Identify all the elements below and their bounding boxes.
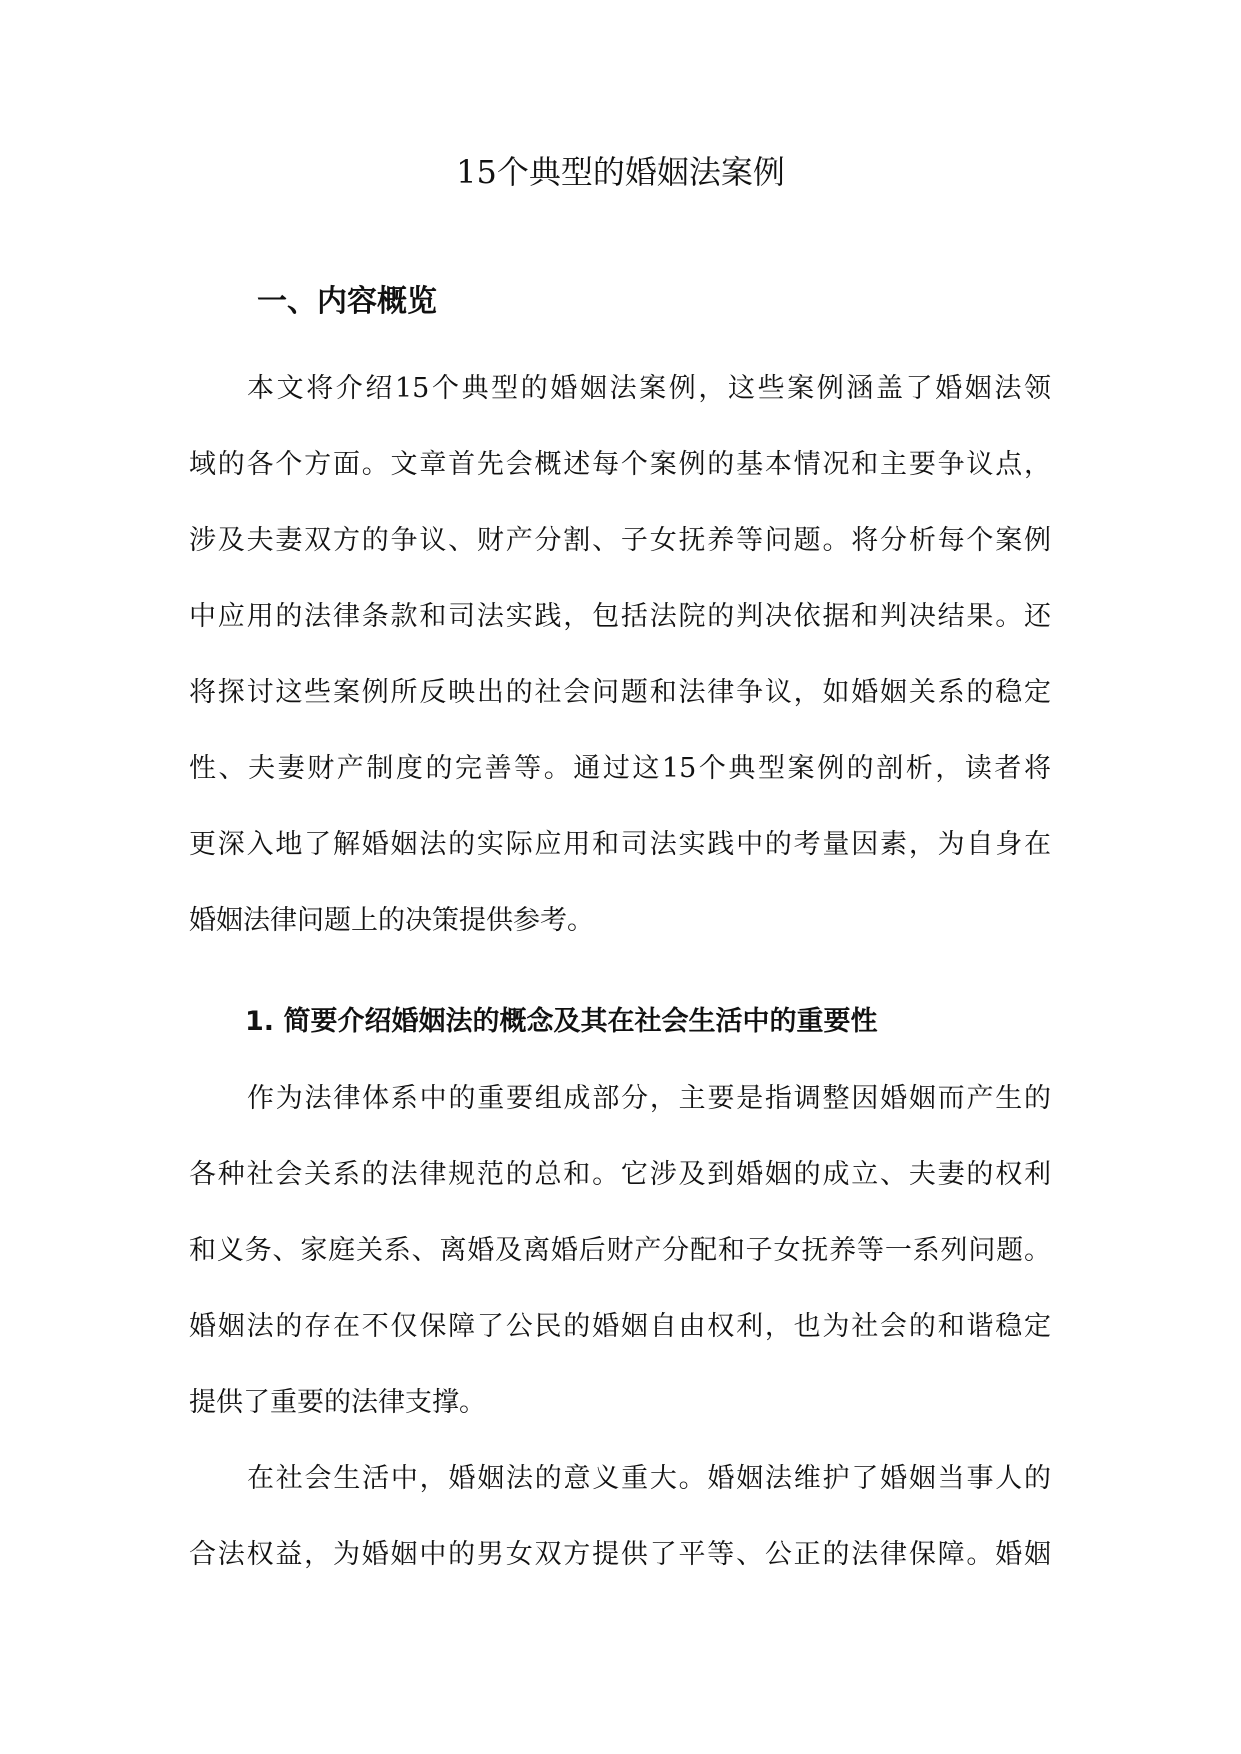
paragraph-line: 在社会生活中，婚姻法的意义重大。婚姻法维护了婚姻当事人的 bbox=[247, 1463, 1051, 1494]
overview-paragraph bbox=[189, 351, 1051, 959]
paragraph-line: 涉及夫妻双方的争议、财产分割、子女抚养等问题。将分析每个案例 bbox=[189, 525, 1051, 556]
section-heading: 一、内容概览 bbox=[257, 284, 437, 319]
paragraph-line: 本文将介绍15个典型的婚姻法案例，这些案例涵盖了婚姻法领 bbox=[247, 373, 1051, 404]
significance-paragraph bbox=[189, 1441, 1051, 1593]
paragraph-line: 合法权益，为婚姻中的男女双方提供了平等、公正的法律保障。婚姻 bbox=[189, 1539, 1051, 1570]
subsection-heading: 1. 简要介绍婚姻法的概念及其在社会生活中的重要性 bbox=[245, 1006, 878, 1037]
paragraph-line: 性、夫妻财产制度的完善等。通过这15个典型案例的剖析，读者将 bbox=[189, 753, 1051, 784]
paragraph-line: 婚姻法律问题上的决策提供参考。 bbox=[189, 905, 594, 936]
paragraph-line: 各种社会关系的法律规范的总和。它涉及到婚姻的成立、夫妻的权利 bbox=[189, 1159, 1051, 1190]
paragraph-line: 作为法律体系中的重要组成部分，主要是指调整因婚姻而产生的 bbox=[247, 1083, 1051, 1114]
document-title: 15个典型的婚姻法案例 bbox=[456, 153, 785, 191]
paragraph-line: 提供了重要的法律支撑。 bbox=[189, 1387, 486, 1418]
paragraph-line: 中应用的法律条款和司法实践，包括法院的判决依据和判决结果。还 bbox=[189, 601, 1051, 632]
paragraph-line: 更深入地了解婚姻法的实际应用和司法实践中的考量因素，为自身在 bbox=[189, 829, 1051, 860]
concept-paragraph bbox=[189, 1061, 1051, 1441]
paragraph-line: 和义务、家庭关系、离婚及离婚后财产分配和子女抚养等一系列问题。 bbox=[189, 1235, 1051, 1266]
paragraph-line: 域的各个方面。文章首先会概述每个案例的基本情况和主要争议点， bbox=[189, 449, 1051, 480]
paragraph-line: 婚姻法的存在不仅保障了公民的婚姻自由权利，也为社会的和谐稳定 bbox=[189, 1311, 1051, 1342]
paragraph-line: 将探讨这些案例所反映出的社会问题和法律争议，如婚姻关系的稳定 bbox=[189, 677, 1051, 708]
